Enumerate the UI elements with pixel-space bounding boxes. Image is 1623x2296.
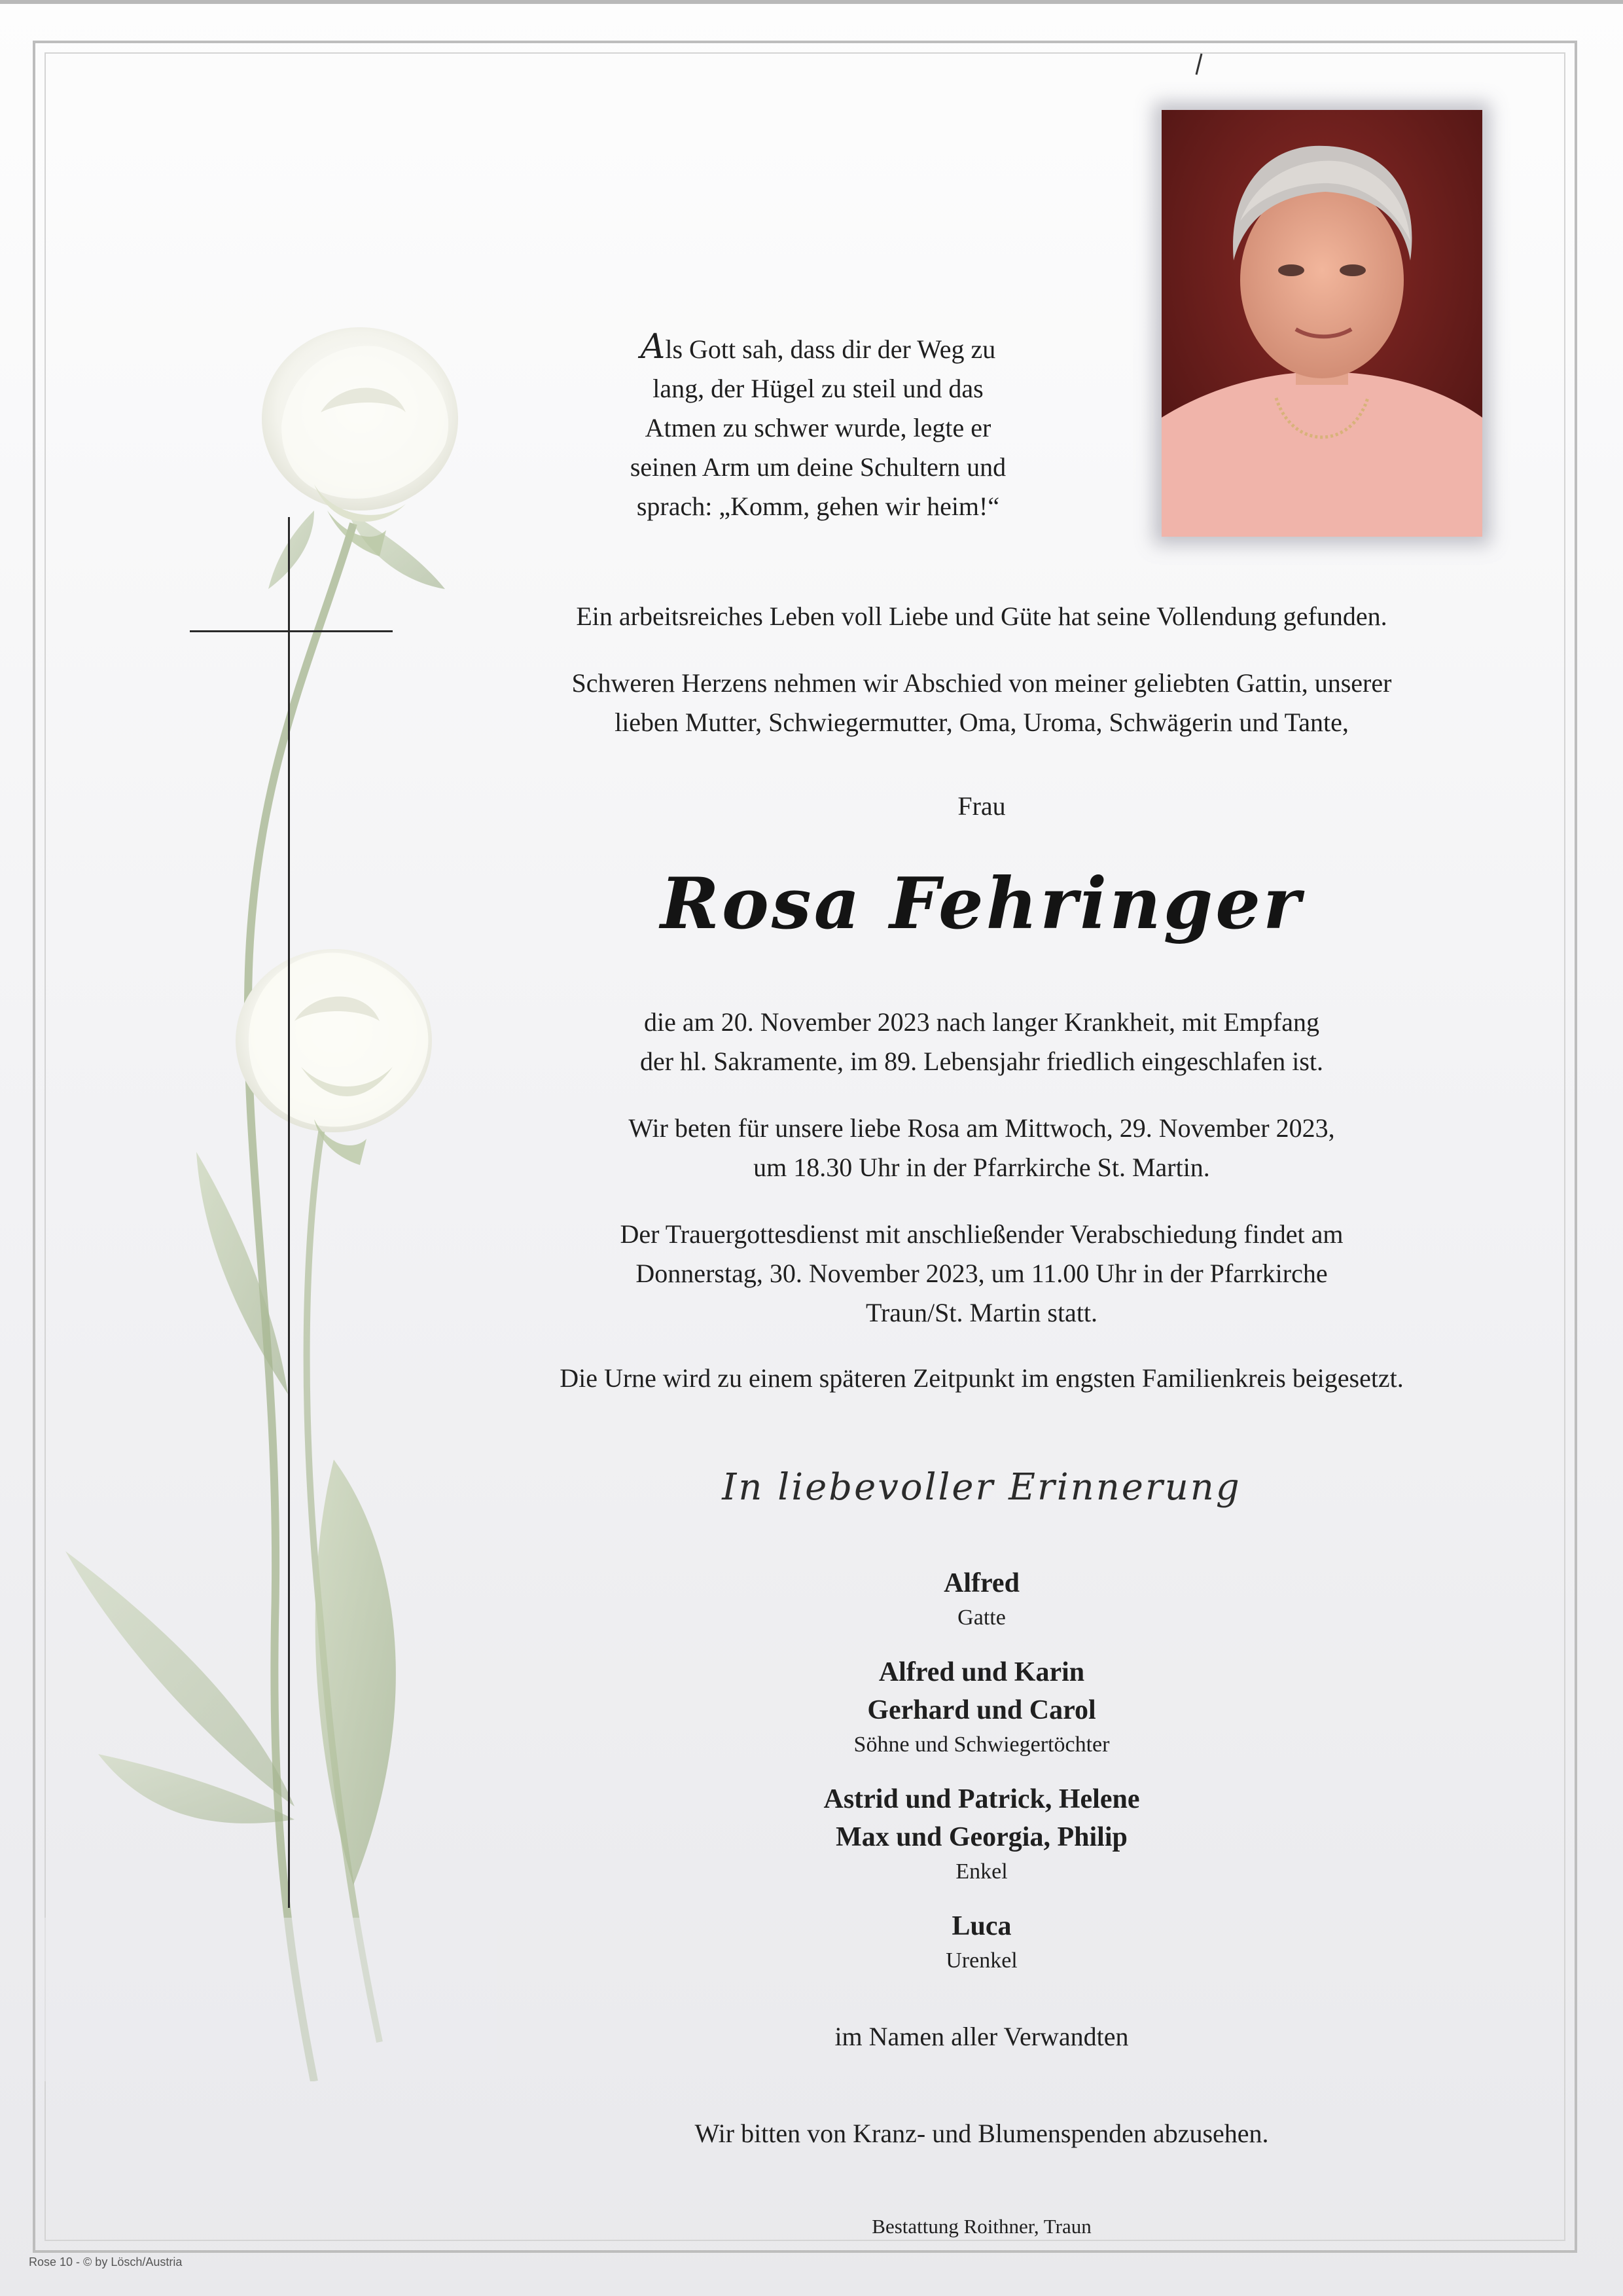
family-name: Astrid und Patrick, Helene xyxy=(823,1784,1140,1814)
burial-text: Die Urne wird zu einem späteren Zeitpunkt im engsten Familienkreis beigesetzt. xyxy=(560,1363,1404,1393)
portrait-photo xyxy=(1162,110,1482,537)
service-line: Donnerstag, 30. November 2023, um 11.00 Uhr in der Pfarrkirche xyxy=(635,1259,1328,1288)
family-relation: Söhne und Schwiegertöchter xyxy=(853,1732,1110,1757)
closing-text: im Namen aller Verwandten xyxy=(834,2022,1129,2051)
poem-line: lang, der Hügel zu steil und das xyxy=(652,374,984,403)
poem-dropcap: A xyxy=(640,327,666,367)
family-group xyxy=(654,1653,1309,1761)
scan-edge xyxy=(0,0,1623,4)
service-line: Der Trauergottesdienst mit anschließender Verabschiedung findet am xyxy=(620,1219,1344,1249)
prayer-line: um 18.30 Uhr in der Pfarrkirche St. Martin. xyxy=(753,1153,1210,1182)
family-group xyxy=(654,1564,1309,1634)
family-relation: Gatte xyxy=(957,1605,1006,1630)
intro-text: Ein arbeitsreiches Leben voll Liebe und Güte hat seine Vollendung gefunden. xyxy=(576,601,1387,631)
memory-heading: In liebevoller Erinnerung xyxy=(722,1466,1241,1509)
poem-line: seinen Arm um deine Schultern und xyxy=(630,452,1007,482)
rose-icon xyxy=(39,314,497,2081)
poem xyxy=(524,327,1113,526)
salutation: Frau xyxy=(957,791,1006,821)
undertaker: Bestattung Roithner, Traun xyxy=(872,2215,1092,2238)
family-name: Alfred und Karin xyxy=(878,1657,1085,1687)
poem-line: Atmen zu schwer wurde, legte er xyxy=(645,413,991,442)
family-name: Gerhard und Carol xyxy=(867,1695,1096,1725)
cross-icon-bar xyxy=(190,630,393,632)
family-group xyxy=(654,1780,1309,1888)
pen-mark xyxy=(1192,51,1205,77)
family-relation: Enkel xyxy=(955,1859,1008,1884)
family-name: Alfred xyxy=(944,1568,1020,1598)
deceased-name: Rosa Fehringer xyxy=(660,863,1303,945)
farewell-line: Schweren Herzens nehmen wir Abschied von meiner geliebten Gattin, unserer xyxy=(571,668,1392,698)
request-text: Wir bitten von Kranz- und Blumenspenden abzusehen. xyxy=(694,2119,1269,2148)
family-name: Luca xyxy=(952,1911,1012,1941)
service-text xyxy=(458,1215,1505,1333)
family-group xyxy=(654,1907,1309,1977)
cross-icon xyxy=(288,517,290,1908)
poem-line: ls Gott sah, dass dir der Weg zu xyxy=(665,334,996,364)
death-notice-line: der hl. Sakramente, im 89. Lebensjahr friedlich eingeschlafen ist. xyxy=(639,1047,1324,1076)
farewell-text xyxy=(458,664,1505,742)
death-notice xyxy=(458,1003,1505,1081)
farewell-line: lieben Mutter, Schwiegermutter, Oma, Uroma, Schwägerin und Tante, xyxy=(615,708,1349,737)
copyright-credit: Rose 10 - © by Lösch/Austria xyxy=(29,2255,183,2269)
family-name: Max und Georgia, Philip xyxy=(836,1822,1128,1852)
prayer-line: Wir beten für unsere liebe Rosa am Mittwoch, 29. November 2023, xyxy=(628,1113,1335,1143)
service-line: Traun/St. Martin statt. xyxy=(865,1298,1098,1327)
family-list xyxy=(654,1564,1309,1977)
prayer-text xyxy=(458,1109,1505,1187)
family-relation: Urenkel xyxy=(946,1948,1018,1973)
death-notice-line: die am 20. November 2023 nach langer Krankheit, mit Empfang xyxy=(644,1007,1319,1037)
poem-line: sprach: „Komm, gehen wir heim!“ xyxy=(636,492,1000,521)
